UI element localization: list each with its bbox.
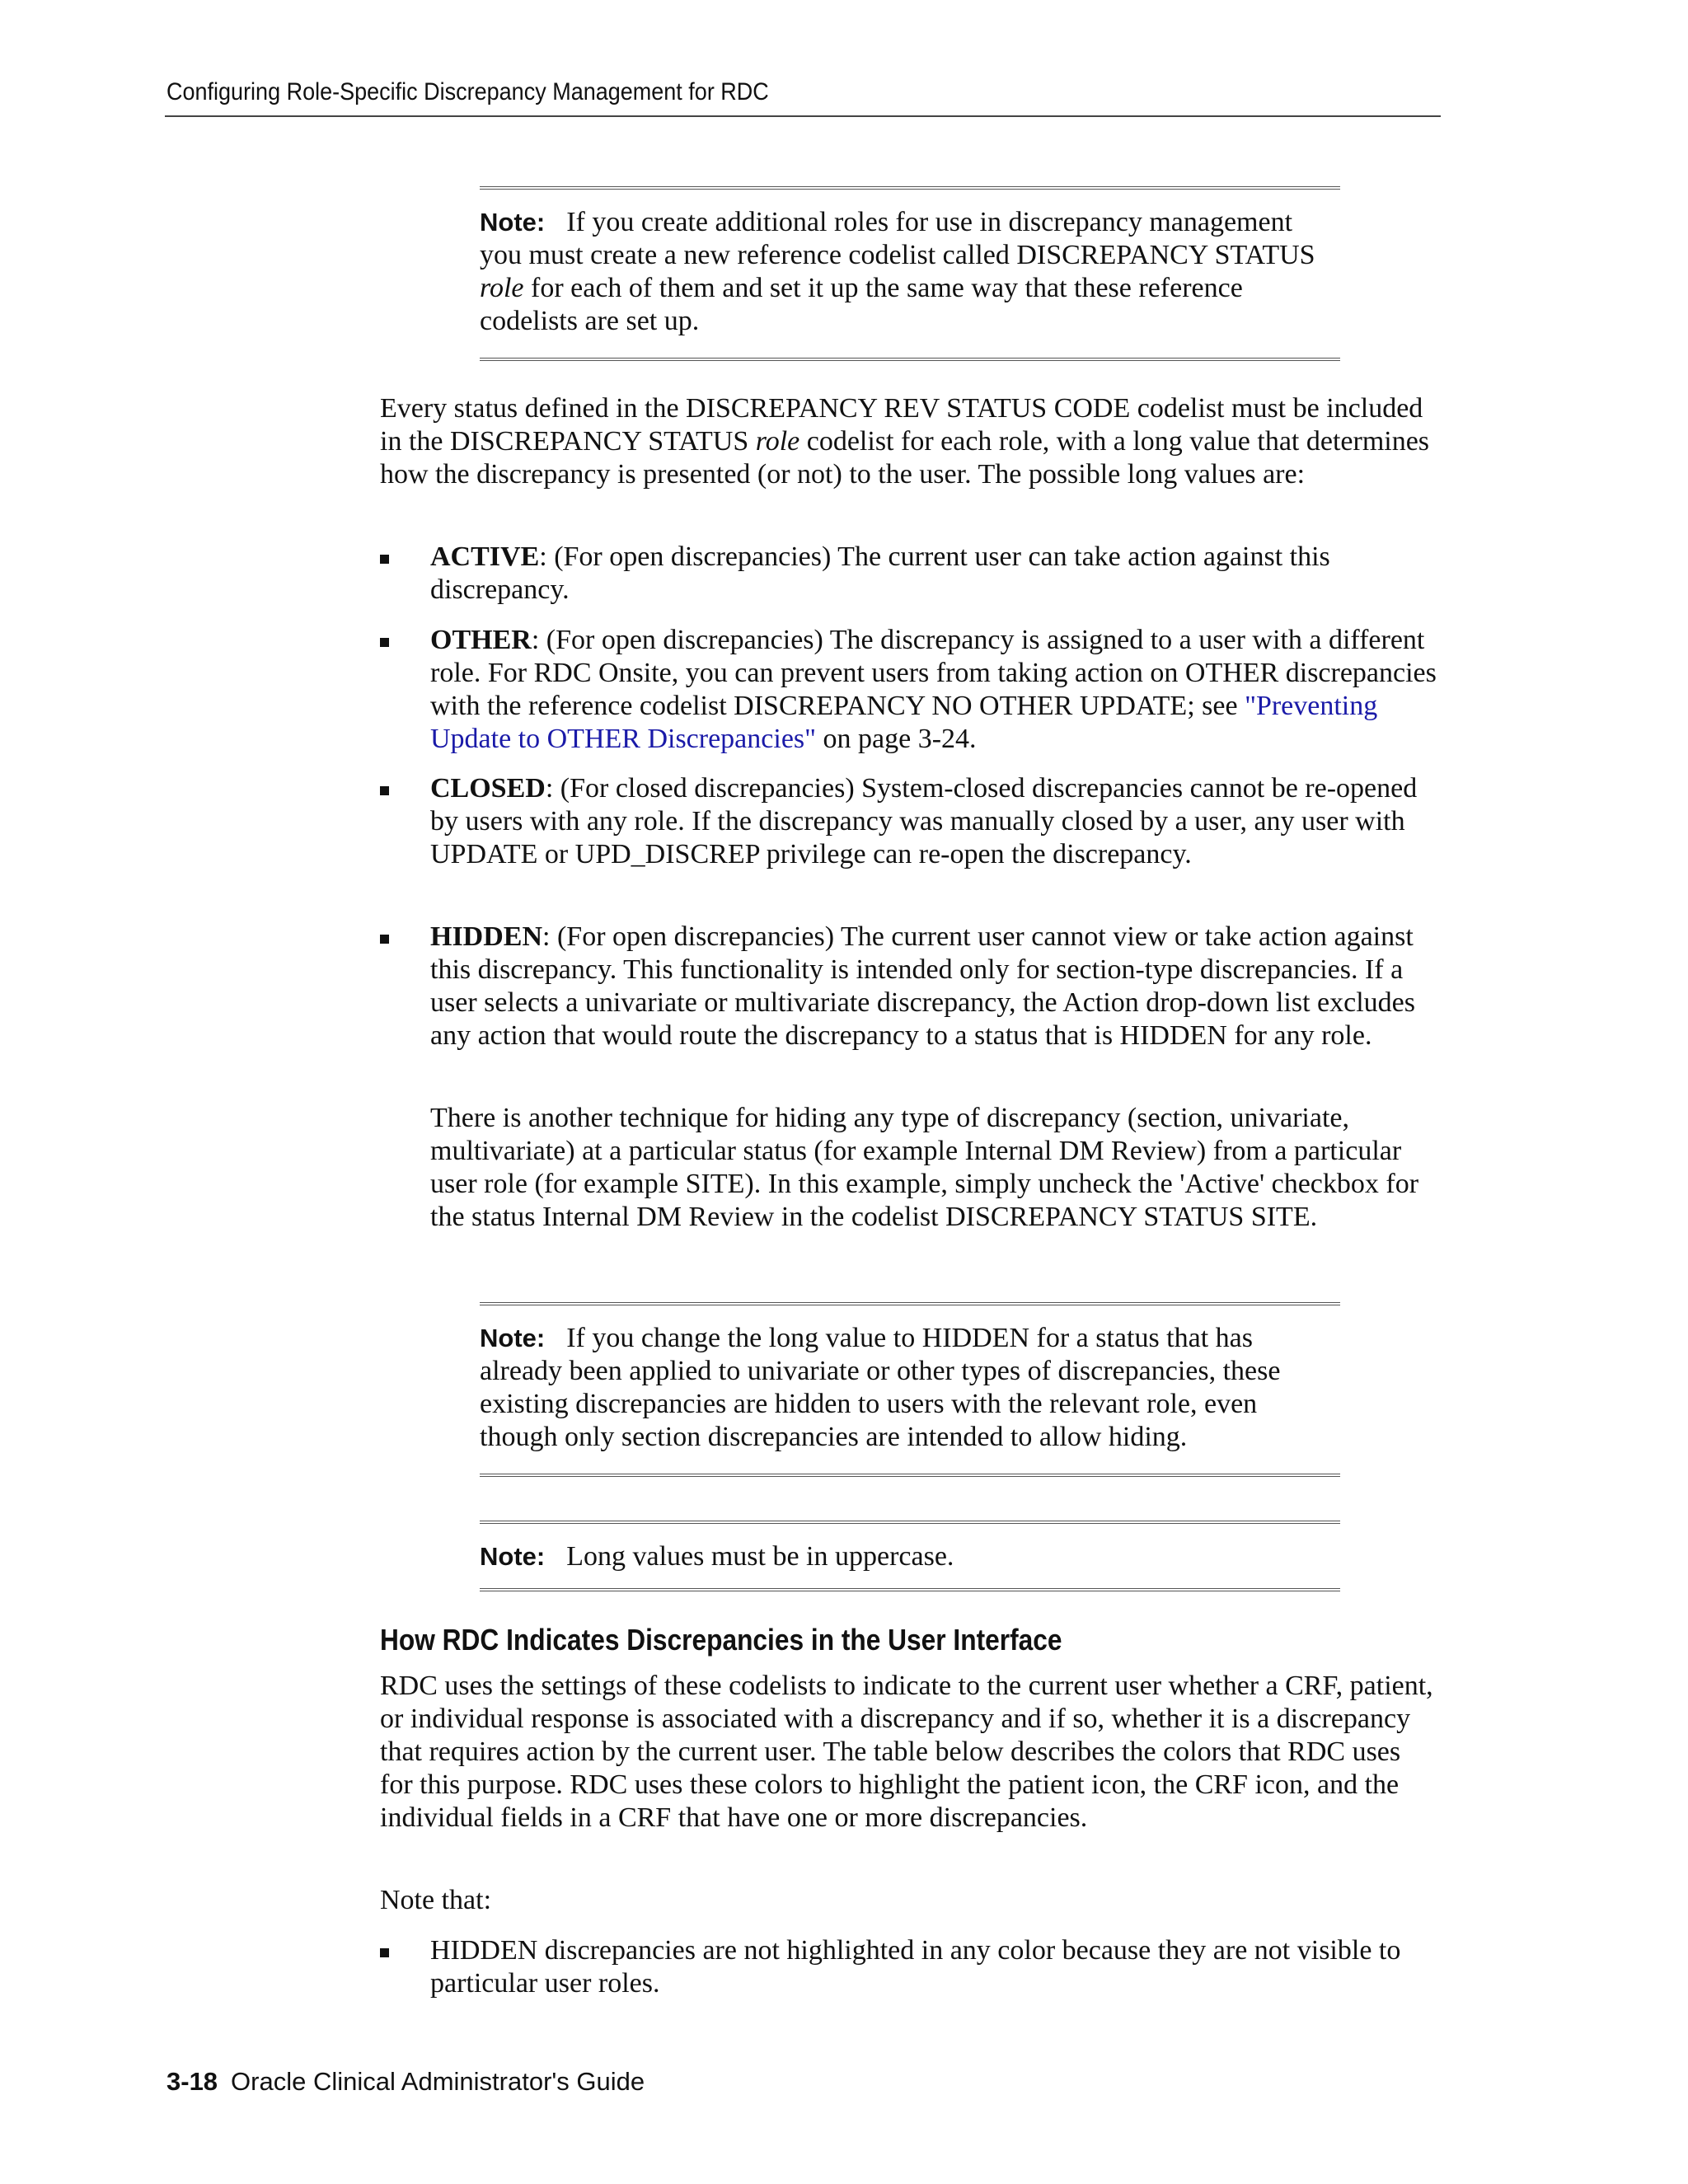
bullet-term: OTHER bbox=[430, 625, 532, 655]
note-body bbox=[480, 1540, 1340, 1573]
note-box-hidden bbox=[480, 1302, 1340, 1477]
bullet-item-closed bbox=[430, 772, 1437, 871]
bullet-square-icon bbox=[380, 638, 389, 647]
footer-page-number: 3-18 bbox=[166, 2067, 218, 2096]
note-body bbox=[480, 1322, 1340, 1454]
note-text-italic: role bbox=[480, 273, 524, 303]
bullet-text: : (For open discrepancies) The discrepancy is assigned to a user with a different role. For RDC Onsite, you can prevent users from taking action on OTHER discrepancies with the reference codelist DISCREPANCY NO OTHER UPDATE; see bbox=[430, 625, 1437, 721]
bullet-item-hidden bbox=[430, 921, 1437, 1052]
bullet-square-icon bbox=[380, 1948, 389, 1957]
bullet-term: CLOSED bbox=[430, 773, 546, 804]
preventing-update-link[interactable]: "Preventing Update to OTHER Discrepancies" bbox=[430, 691, 1378, 754]
note-text: for each of them and set it up the same way that these reference codelists are set up. bbox=[480, 273, 1243, 336]
running-header: Configuring Role-Specific Discrepancy Management for RDC bbox=[166, 78, 769, 105]
note-body bbox=[480, 206, 1340, 338]
bullet-text: : (For closed discrepancies) System-closed discrepancies cannot be re-opened by users with any role. If the discrepancy was manually closed by a user, any user with UPDATE or UPD_DISCREP privilege can re-open the discrepancy. bbox=[430, 773, 1418, 869]
bullet-item-other bbox=[430, 624, 1437, 756]
bullet-square-icon bbox=[380, 786, 389, 795]
bullet-text: : (For open discrepancies) The current user cannot view or take action against this discrepancy. This functionality is intended only for section-type discrepancies. If a user selects a univariate or multivariate discrepancy, the Action drop-down list excludes any action that would route the discrepancy to a status that is HIDDEN for any role. bbox=[430, 921, 1415, 1051]
bullet-square-icon bbox=[380, 935, 389, 944]
bullet-item-active bbox=[430, 541, 1437, 607]
section-body-paragraph: RDC uses the settings of these codelists to indicate to the current user whether a CRF, patient, or individual response is associated with a discrepancy and if so, whether it is a discrepancy that requires action by the current user. The table below describes the colors that RDC uses for this purpose. RDC uses these colors to highlight the patient icon, the CRF icon, and the individual fields in a CRF that have one or more discrepancies. bbox=[380, 1671, 1433, 1833]
footer-book-title: Oracle Clinical Administrator's Guide bbox=[231, 2067, 645, 2096]
note-text: Long values must be in uppercase. bbox=[566, 1541, 954, 1572]
intro-text-italic: role bbox=[755, 426, 800, 457]
bullet-item-hidden-highlight: HIDDEN discrepancies are not highlighted in any color because they are not visible to particular user roles. bbox=[430, 1935, 1401, 1999]
note-text: If you create additional roles for use in discrepancy management you must create a new reference codelist called DISCREPANCY STATUS bbox=[480, 207, 1315, 270]
page-footer bbox=[166, 2065, 645, 2098]
intro-text: Every status defined in the DISCREPANCY REV STATUS CODE codelist must be included in the DISCREPANCY STATUS bbox=[380, 393, 1423, 457]
note-label: Note: bbox=[480, 1542, 546, 1571]
hidden-followup-paragraph: There is another technique for hiding any type of discrepancy (section, univariate, multivariate) at a particular status (for example Internal DM Review) from a particular user role (for example SITE). In this example, simply uncheck the 'Active' checkbox for the status Internal DM Review in the codelist DISCREPANCY STATUS SITE. bbox=[430, 1103, 1419, 1232]
intro-paragraph bbox=[380, 392, 1437, 491]
bullet-text: on page 3-24. bbox=[816, 724, 977, 754]
note-label: Note: bbox=[480, 1324, 546, 1352]
note-box-roles bbox=[480, 186, 1340, 361]
note-that-paragraph: Note that: bbox=[380, 1885, 492, 1915]
bullet-term: HIDDEN bbox=[430, 921, 543, 952]
note-box-uppercase bbox=[480, 1521, 1340, 1591]
bullet-square-icon bbox=[380, 555, 389, 564]
note-text: If you change the long value to HIDDEN for a status that has already been applied to univariate or other types of discrepancies, these existing discrepancies are hidden to users with the relevant role, even though only section discrepancies are intended to allow hiding. bbox=[480, 1323, 1281, 1452]
bullet-text: : (For open discrepancies) The current user can take action against this discrepancy. bbox=[430, 541, 1330, 605]
note-label: Note: bbox=[480, 208, 546, 237]
section-heading: How RDC Indicates Discrepancies in the User Interface bbox=[380, 1623, 1062, 1657]
bullet-term: ACTIVE bbox=[430, 541, 540, 572]
intro-text: codelist for each role, with a long value that determines how the discrepancy is presented (or not) to the user. The possible long values are: bbox=[380, 426, 1430, 490]
header-rule bbox=[165, 115, 1441, 117]
